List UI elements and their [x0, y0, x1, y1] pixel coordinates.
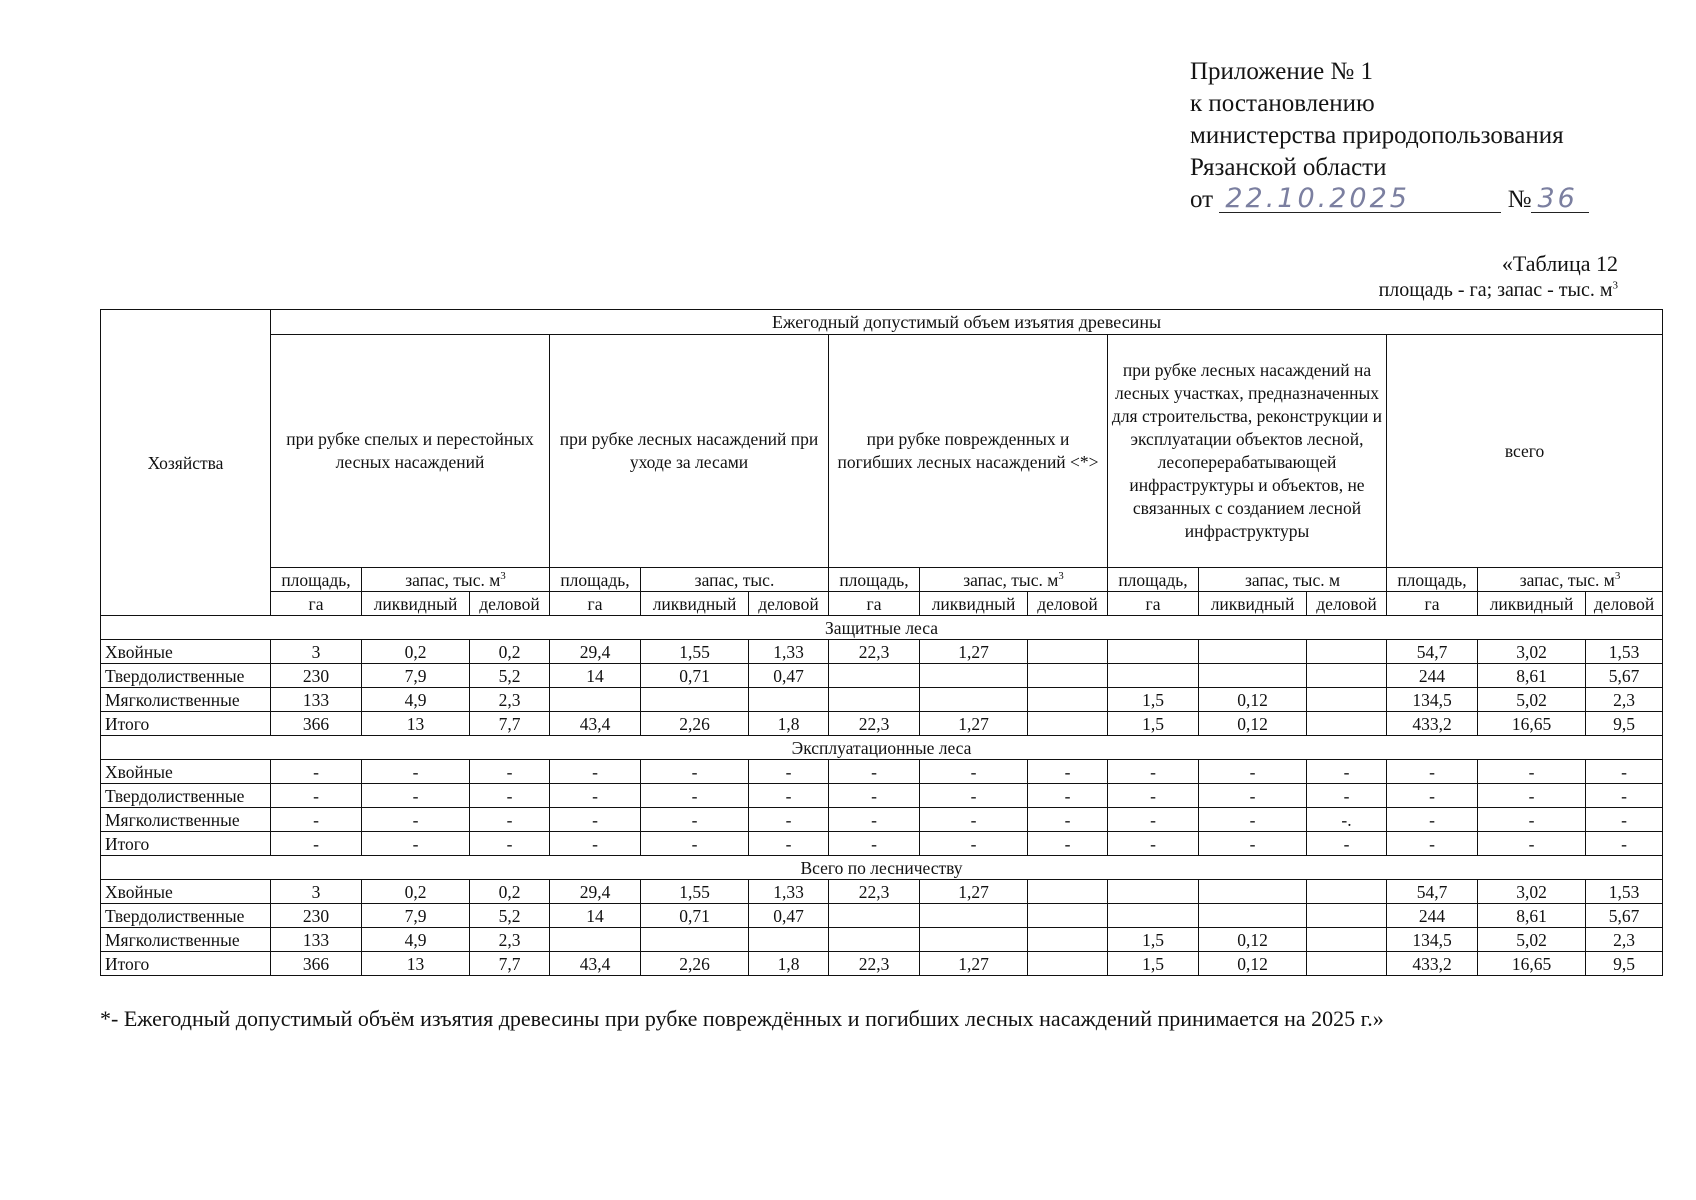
table-cell: 5,67	[1586, 904, 1663, 928]
table-cell: 54,7	[1387, 640, 1478, 664]
table-cell	[1108, 904, 1199, 928]
table-cell	[920, 928, 1028, 952]
date-prefix: от	[1190, 186, 1214, 213]
table-cell	[749, 688, 829, 712]
table-cell: 9,5	[1586, 952, 1663, 976]
table-cell: -	[829, 808, 920, 832]
table-cell: -	[1108, 832, 1199, 856]
table-cell: 134,5	[1387, 688, 1478, 712]
table-cell: -	[1307, 784, 1387, 808]
table-cell: -	[1478, 832, 1586, 856]
table-cell: -	[641, 760, 749, 784]
business-header: деловой	[749, 592, 829, 616]
table-cell: -	[1199, 832, 1307, 856]
stock-header	[1199, 568, 1387, 592]
table-cell: 1,27	[920, 952, 1028, 976]
business-header: деловой	[1028, 592, 1108, 616]
table-cell: 3	[271, 640, 362, 664]
area-header: площадь,	[1387, 568, 1478, 592]
table-cell	[1307, 952, 1387, 976]
table-cell: -	[1586, 760, 1663, 784]
table-cell: 133	[271, 928, 362, 952]
row-name: Итого	[101, 712, 271, 736]
table-cell	[1108, 880, 1199, 904]
stock-header-text: запас, тыс. м	[1244, 569, 1341, 590]
table-cell: 0,2	[362, 640, 470, 664]
table-cell: 29,4	[550, 880, 641, 904]
table-cell: 1,27	[920, 640, 1028, 664]
table-cell: -	[550, 760, 641, 784]
stock-header-text: запас, тыс. м	[963, 569, 1059, 590]
table-cell: 22,3	[829, 880, 920, 904]
table-cell: 5,67	[1586, 664, 1663, 688]
stock-header-superscript: 3	[500, 569, 506, 582]
row-name: Твердолиственные	[101, 904, 271, 928]
table-cell: 7,7	[470, 952, 550, 976]
table-cell: 244	[1387, 664, 1478, 688]
table-cell: -	[470, 808, 550, 832]
table-cell: -	[271, 784, 362, 808]
table-cell: -	[362, 808, 470, 832]
stock-header-text: запас, тыс. м	[405, 569, 501, 590]
table-cell: 0,47	[749, 904, 829, 928]
table-cell: 7,9	[362, 904, 470, 928]
table-cell: -	[271, 832, 362, 856]
table-cell	[1307, 928, 1387, 952]
table-cell: -	[1307, 832, 1387, 856]
group-header-damaged: при рубке поврежденных и погибших лесных насаждений <*>	[829, 335, 1108, 568]
table-cell	[920, 688, 1028, 712]
table-cell: 133	[271, 688, 362, 712]
table-cell: 0,12	[1199, 952, 1307, 976]
table-cell: -	[1108, 808, 1199, 832]
table-cell: 9,5	[1586, 712, 1663, 736]
timber-volume-table	[100, 309, 1663, 976]
table-cell	[829, 664, 920, 688]
appendix-line-2: к постановлению	[1190, 90, 1375, 117]
stock-header-superscript: 3	[1058, 569, 1064, 582]
table-cell: -	[1387, 760, 1478, 784]
table-cell: 1,27	[920, 712, 1028, 736]
row-name: Хвойные	[101, 640, 271, 664]
table-cell	[1307, 664, 1387, 688]
table-cell: 29,4	[550, 640, 641, 664]
table-cell: -	[829, 832, 920, 856]
table-cell: 0,2	[362, 880, 470, 904]
table-row	[101, 928, 1663, 952]
table-cell: 54,7	[1387, 880, 1478, 904]
table-cell	[1108, 664, 1199, 688]
table-cell: -	[920, 760, 1028, 784]
stock-header	[362, 568, 550, 592]
table-cell: 0,2	[470, 880, 550, 904]
table-cell: 2,3	[470, 928, 550, 952]
table-cell: -	[362, 832, 470, 856]
table-cell	[1028, 664, 1108, 688]
table-cell: -	[271, 760, 362, 784]
table-cell: 43,4	[550, 712, 641, 736]
table-cell	[829, 928, 920, 952]
area-header: площадь,	[271, 568, 362, 592]
table-cell: -	[470, 784, 550, 808]
group-header-total: всего	[1387, 335, 1663, 568]
section-row	[101, 856, 1663, 880]
table-cell: -	[1028, 760, 1108, 784]
table-cell: 7,9	[362, 664, 470, 688]
table-cell: 13	[362, 952, 470, 976]
table-cell	[641, 688, 749, 712]
business-header: деловой	[1586, 592, 1663, 616]
table-cell: 0,71	[641, 904, 749, 928]
table-cell: 244	[1387, 904, 1478, 928]
table-cell	[920, 664, 1028, 688]
area-unit-header: га	[1387, 592, 1478, 616]
liquid-header: ликвидный	[920, 592, 1028, 616]
table-cell: -	[749, 784, 829, 808]
table-row	[101, 640, 1663, 664]
row-name: Мягколиственные	[101, 928, 271, 952]
table-row	[101, 784, 1663, 808]
table-cell: -	[550, 832, 641, 856]
table-cell	[1199, 664, 1307, 688]
table-cell: 22,3	[829, 712, 920, 736]
table-cell: 5,2	[470, 904, 550, 928]
table-cell: 0,71	[641, 664, 749, 688]
table-cell: -	[1108, 784, 1199, 808]
table-cell: -	[362, 760, 470, 784]
table-cell	[550, 688, 641, 712]
table-row	[101, 904, 1663, 928]
liquid-header: ликвидный	[362, 592, 470, 616]
stock-header	[641, 568, 829, 592]
table-cell: 366	[271, 952, 362, 976]
farms-header: Хозяйства	[101, 310, 271, 616]
stock-header-text: запас, тыс.	[694, 569, 775, 590]
number-prefix: №	[1507, 186, 1532, 213]
table-cell: 0,47	[749, 664, 829, 688]
table-cell: 1,5	[1108, 952, 1199, 976]
appendix-header	[1190, 56, 1589, 216]
table-row	[101, 880, 1663, 904]
table-cell: -	[1028, 808, 1108, 832]
table-cell: 22,3	[829, 640, 920, 664]
table-cell	[829, 904, 920, 928]
table-cell: -	[470, 760, 550, 784]
table-cell: -	[1387, 832, 1478, 856]
table-cell: 433,2	[1387, 952, 1478, 976]
stock-header-text: запас, тыс. м	[1519, 569, 1615, 590]
table-cell: -	[641, 808, 749, 832]
table-cell	[1307, 904, 1387, 928]
table-cell: 0,12	[1199, 712, 1307, 736]
units-superscript: 3	[1612, 279, 1618, 292]
stock-header	[1478, 568, 1663, 592]
table-cell: -	[829, 784, 920, 808]
table-cell: 1,5	[1108, 928, 1199, 952]
row-name: Хвойные	[101, 880, 271, 904]
table-cell	[641, 928, 749, 952]
table-row	[101, 664, 1663, 688]
section-row	[101, 736, 1663, 760]
table-cell	[1307, 880, 1387, 904]
area-unit-header: га	[829, 592, 920, 616]
handwritten-date: 22.10.2025	[1219, 186, 1501, 213]
table-cell: 1,5	[1108, 688, 1199, 712]
table-cell	[1028, 688, 1108, 712]
appendix-line-3: министерства природопользования	[1190, 122, 1564, 149]
stock-header	[920, 568, 1108, 592]
table-cell: -	[1478, 760, 1586, 784]
table-cell: 16,65	[1478, 952, 1586, 976]
table-cell: -	[470, 832, 550, 856]
table-cell: 3,02	[1478, 640, 1586, 664]
table-cell	[1307, 640, 1387, 664]
table-cell: -	[1199, 784, 1307, 808]
area-header: площадь,	[550, 568, 641, 592]
table-cell: 4,9	[362, 688, 470, 712]
table-cell: -	[920, 784, 1028, 808]
table-cell: -	[271, 808, 362, 832]
units-text: площадь - га; запас - тыс. м	[1378, 279, 1613, 301]
table-cell: -	[1586, 832, 1663, 856]
table-cell: 230	[271, 904, 362, 928]
business-header: деловой	[1307, 592, 1387, 616]
business-header: деловой	[470, 592, 550, 616]
area-unit-header: га	[1108, 592, 1199, 616]
table-cell: 8,61	[1478, 904, 1586, 928]
table-cell: -	[829, 760, 920, 784]
table-cell	[749, 928, 829, 952]
table-cell: -	[749, 832, 829, 856]
row-name: Мягколиственные	[101, 688, 271, 712]
table-cell	[829, 688, 920, 712]
table-cell: -	[1478, 784, 1586, 808]
area-header: площадь,	[1108, 568, 1199, 592]
table-cell: -.	[1307, 808, 1387, 832]
table-cell: 2,26	[641, 712, 749, 736]
table-cell: -	[1478, 808, 1586, 832]
group-header-construction: при рубке лесных насаждений на лесных участках, предназначенных для строительства, реконструкции и эксплуатации объектов лесной, лесоперерабатывающей инфраструктуры и объектов, не связанных с созданием лесной инфраструктуры	[1108, 335, 1387, 568]
table-cell: -	[1586, 784, 1663, 808]
section-title: Эксплуатационные леса	[101, 736, 1663, 760]
table-cell: 0,12	[1199, 688, 1307, 712]
table-cell: 134,5	[1387, 928, 1478, 952]
table-cell: -	[550, 784, 641, 808]
table-cell	[1028, 640, 1108, 664]
table-cell: 230	[271, 664, 362, 688]
area-unit-header: га	[550, 592, 641, 616]
appendix-date-line	[1190, 184, 1589, 216]
group-header-care: при рубке лесных насаждений при уходе за лесами	[550, 335, 829, 568]
table-cell	[1108, 640, 1199, 664]
table-units	[1379, 277, 1618, 304]
table-cell: 16,65	[1478, 712, 1586, 736]
table-cell	[550, 928, 641, 952]
annual-volume-header: Ежегодный допустимый объем изъятия древесины	[271, 310, 1663, 335]
table-cell: -	[1199, 808, 1307, 832]
table-caption	[1379, 250, 1618, 304]
table-cell: 7,7	[470, 712, 550, 736]
table-cell: 1,8	[749, 952, 829, 976]
table-cell: 1,53	[1586, 640, 1663, 664]
liquid-header: ликвидный	[641, 592, 749, 616]
table-cell: 0,12	[1199, 928, 1307, 952]
table-cell: 2,3	[1586, 688, 1663, 712]
table-cell: -	[1586, 808, 1663, 832]
area-unit-header: га	[271, 592, 362, 616]
table-cell: -	[1108, 760, 1199, 784]
table-cell: -	[550, 808, 641, 832]
table-cell: 1,27	[920, 880, 1028, 904]
table-cell: 1,33	[749, 880, 829, 904]
section-title: Всего по лесничеству	[101, 856, 1663, 880]
table-title: «Таблица 12	[1501, 251, 1618, 276]
table-row	[101, 760, 1663, 784]
table-cell: 2,26	[641, 952, 749, 976]
row-name: Итого	[101, 832, 271, 856]
table-row	[101, 688, 1663, 712]
table-cell: -	[749, 760, 829, 784]
table-cell: 43,4	[550, 952, 641, 976]
handwritten-number: 36	[1531, 186, 1589, 213]
table-cell: -	[641, 832, 749, 856]
table-cell	[1028, 952, 1108, 976]
row-name: Хвойные	[101, 760, 271, 784]
table-cell: 366	[271, 712, 362, 736]
table-body	[101, 310, 1663, 976]
footnote: *- Ежегодный допустимый объём изъятия древесины при рубке повреждённых и погибших лесных насаждений принимается на 2025 г.»	[100, 1006, 1384, 1031]
table-cell: 14	[550, 664, 641, 688]
table-cell: -	[1387, 784, 1478, 808]
table-cell: 14	[550, 904, 641, 928]
table-cell: 5,02	[1478, 688, 1586, 712]
table-cell: -	[641, 784, 749, 808]
table-cell	[920, 904, 1028, 928]
table-cell	[1199, 640, 1307, 664]
table-cell: -	[1307, 760, 1387, 784]
table-cell	[1028, 712, 1108, 736]
table-cell	[1028, 880, 1108, 904]
table-cell: 2,3	[1586, 928, 1663, 952]
table-cell: 3	[271, 880, 362, 904]
table-cell: -	[1199, 760, 1307, 784]
table-cell: -	[920, 832, 1028, 856]
section-row	[101, 616, 1663, 640]
row-name: Мягколиственные	[101, 808, 271, 832]
stock-header-superscript: 3	[1614, 569, 1621, 582]
appendix-line-1: Приложение № 1	[1190, 58, 1374, 85]
table-cell: 1,8	[749, 712, 829, 736]
table-cell: 4,9	[362, 928, 470, 952]
liquid-header: ликвидный	[1478, 592, 1586, 616]
table-row	[101, 832, 1663, 856]
table-cell: 433,2	[1387, 712, 1478, 736]
row-name: Твердолиственные	[101, 664, 271, 688]
table-cell: 1,55	[641, 880, 749, 904]
table-cell	[1028, 928, 1108, 952]
table-cell: -	[362, 784, 470, 808]
table-cell: 13	[362, 712, 470, 736]
table-row	[101, 712, 1663, 736]
table-cell: -	[1387, 808, 1478, 832]
liquid-header: ликвидный	[1199, 592, 1307, 616]
table-cell: -	[1028, 832, 1108, 856]
table-cell: 5,2	[470, 664, 550, 688]
table-cell: 22,3	[829, 952, 920, 976]
table-cell: -	[920, 808, 1028, 832]
table-cell: 3,02	[1478, 880, 1586, 904]
group-header-mature: при рубке спелых и перестойных лесных насаждений	[271, 335, 550, 568]
table-cell	[1028, 904, 1108, 928]
table-cell: 1,53	[1586, 880, 1663, 904]
table-cell	[1307, 712, 1387, 736]
table-cell	[1307, 688, 1387, 712]
row-name: Итого	[101, 952, 271, 976]
table-cell: -	[1028, 784, 1108, 808]
table-cell: 0,2	[470, 640, 550, 664]
table-cell: 1,5	[1108, 712, 1199, 736]
table-cell: 8,61	[1478, 664, 1586, 688]
table-cell: 1,33	[749, 640, 829, 664]
row-name: Твердолиственные	[101, 784, 271, 808]
table-cell	[1199, 880, 1307, 904]
table-cell	[1199, 904, 1307, 928]
area-header: площадь,	[829, 568, 920, 592]
appendix-line-4: Рязанской области	[1190, 154, 1387, 181]
table-row	[101, 808, 1663, 832]
table-cell: -	[749, 808, 829, 832]
section-title: Защитные леса	[101, 616, 1663, 640]
table-cell: 5,02	[1478, 928, 1586, 952]
table-cell: 2,3	[470, 688, 550, 712]
table-row	[101, 952, 1663, 976]
table-cell: 1,55	[641, 640, 749, 664]
